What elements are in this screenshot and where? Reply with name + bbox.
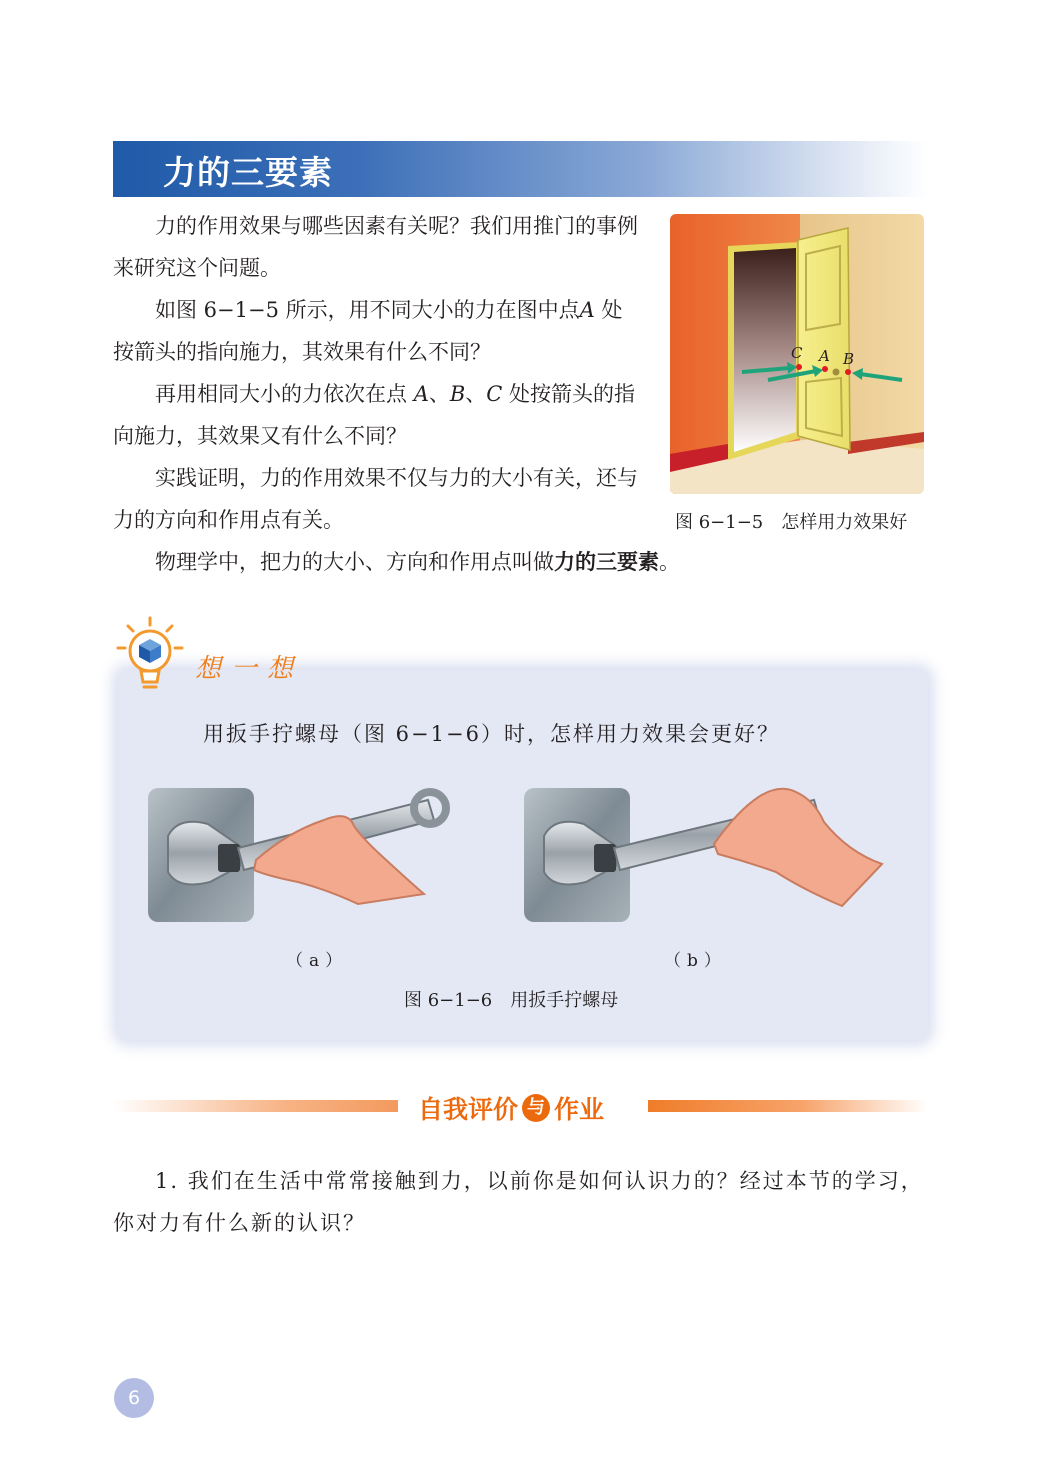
eval-heading-right: 作业 (554, 1095, 605, 1124)
label-point-a: A (819, 347, 830, 365)
eval-heading-left: 自我评价 (418, 1095, 519, 1124)
door-illustration (670, 214, 924, 494)
intro-p3-sep-1: 、 (428, 382, 450, 406)
label-a: （a） (286, 951, 349, 971)
wrench-worm-gear (218, 844, 240, 872)
lightbulb-cube-icon (112, 616, 188, 696)
three-elements-term: 力的三要素 (554, 549, 659, 574)
self-evaluation-heading (418, 1090, 604, 1124)
intro-paragraph-2 (113, 289, 641, 373)
section-title: 力的三要素 (163, 153, 333, 192)
intro-p2-text-b: 处按箭头的指向施力，其效果有什么不同？ (113, 298, 623, 364)
intro-paragraph-3 (113, 373, 641, 457)
intro-paragraph-5 (113, 541, 933, 583)
figure-6-1-6-caption: 图 6−1−6 用扳手拧螺母 (404, 990, 619, 1011)
door-knob (833, 369, 840, 376)
homework-item-1: 1. 我们在生活中常常接触到力，以前你是如何认识力的？经过本节的学习，你对力有什么新的认识？ (113, 1169, 924, 1235)
wrench-figure-a (148, 786, 458, 926)
intro-p3-text-a: 再用相同大小的力依次在点 (155, 382, 414, 406)
intro-p5-text-b: 。 (659, 550, 680, 574)
door-opening (734, 248, 796, 452)
think-title: 想一想 (195, 654, 304, 684)
intro-p3-sep-2: 、 (465, 382, 487, 406)
intro-p3-var-a: A (413, 382, 429, 406)
eval-divider-right (648, 1100, 928, 1112)
door-svg (670, 214, 924, 494)
intro-paragraph-1: 力的作用效果与哪些因素有关呢？我们用推门的事例来研究这个问题。 (113, 214, 638, 280)
intro-p5-text-a: 物理学中，把力的大小、方向和作用点叫做 (155, 550, 554, 574)
intro-p3-text-b: 处按箭头的指向施力，其效果又有什么不同？ (113, 382, 636, 448)
eval-heading-mid: 与 (522, 1094, 550, 1122)
intro-p2-var-a: A (579, 298, 595, 322)
section-banner (113, 141, 928, 197)
point-b-dot (845, 369, 851, 375)
label-point-c: C (791, 344, 803, 362)
think-question: 用扳手拧螺母（图 6−1−6）时，怎样用力效果会更好？ (203, 722, 780, 746)
intro-text (113, 205, 641, 541)
page-number: 6 (114, 1378, 154, 1418)
intro-p2-text-a: 如图 6−1−5 所示，用不同大小的力在图中点 (155, 298, 580, 322)
wrench-figure-b (524, 782, 886, 928)
intro-paragraph-4: 实践证明，力的作用效果不仅与力的大小有关，还与力的方向和作用点有关。 (113, 466, 638, 532)
wrench-worm-gear (594, 844, 616, 872)
hand (714, 789, 882, 906)
point-a-dot (822, 366, 828, 372)
eval-divider-left (113, 1100, 398, 1112)
label-point-b: B (843, 350, 855, 368)
label-b: （b） (664, 951, 727, 971)
figure-6-1-5-caption: 图 6−1−5 怎样用力效果好 (675, 512, 908, 533)
intro-p3-var-b: B (449, 382, 466, 406)
intro-p3-var-c: C (486, 382, 503, 406)
